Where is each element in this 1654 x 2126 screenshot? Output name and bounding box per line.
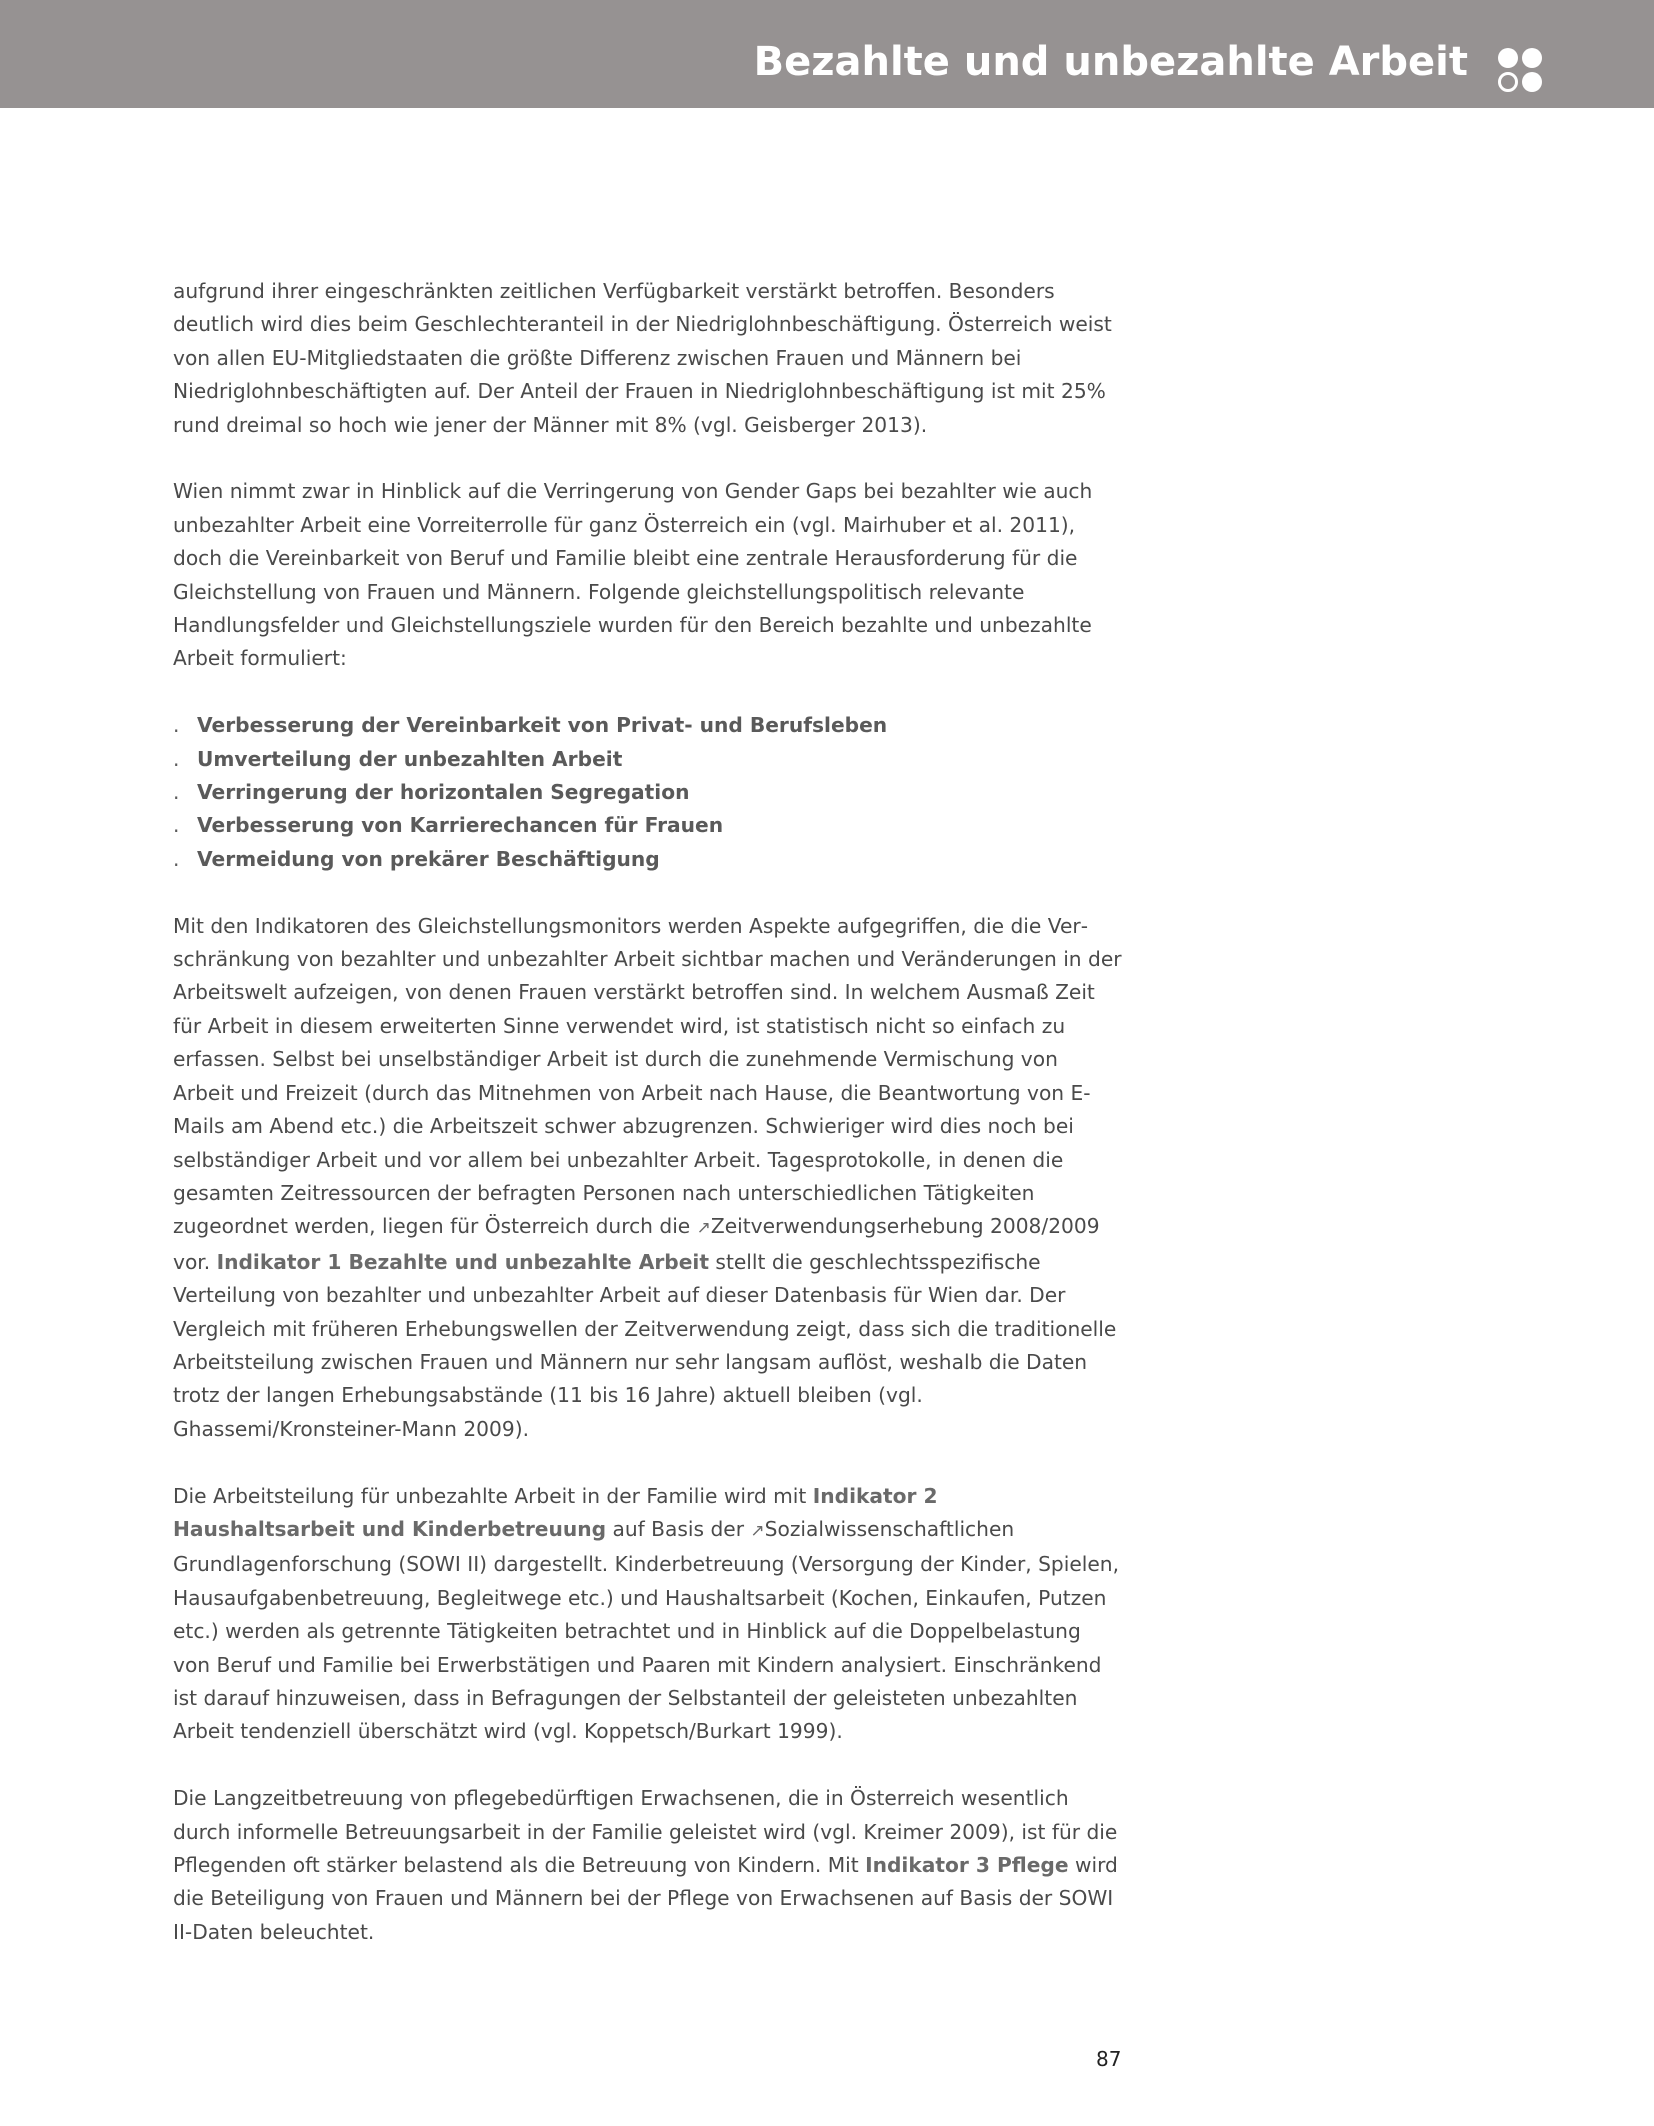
goals-list — [173, 709, 1123, 876]
paragraph-4 — [173, 1480, 1123, 1749]
reference-arrow-icon: ↗ — [750, 1520, 765, 1541]
list-item — [173, 809, 1123, 842]
paragraph-3 — [173, 910, 1123, 1447]
list-item — [173, 843, 1123, 876]
list-item-label: Umverteilung der unbezahlten Arbeit — [197, 746, 623, 771]
bullet-marker: . — [173, 813, 180, 838]
bullet-marker: . — [173, 846, 180, 871]
bullet-marker: . — [173, 746, 180, 771]
list-item-label: Verbesserung von Karrierechancen für Frauen — [197, 813, 724, 838]
indicator-2-label: Indikator 2 Haushaltsarbeit und Kinderbetreuung — [173, 1483, 938, 1541]
bullet-marker: . — [173, 713, 180, 738]
reference-arrow-icon: ↗ — [696, 1218, 711, 1239]
paragraph-4-text-a: Die Arbeitsteilung für unbezahlte Arbeit in der Familie wird mit — [173, 1483, 813, 1508]
list-item — [173, 776, 1123, 809]
list-item-label: Vermeidung von prekärer Beschäftigung — [197, 846, 660, 871]
four-dots-icon — [1496, 46, 1544, 94]
paragraph-3-text-b: stellt die geschlechtsspezifische Verteilung von bezahlter und unbezahlter Arbeit auf dieser Datenbasis für Wien dar. Der Vergleich mit früheren Erhebungswellen der Zeitverwendung zeigt, dass sich die traditionelle Arbeitsteilung zwischen Frauen und Männern nur sehr langsam auflöst, weshalb die Daten trotz der langen Erhebungsabstände (11 bis 16 Jahre) aktuell bleiben (vgl. Ghassemi/Kronsteiner-Mann 2009). — [173, 1249, 1117, 1441]
bullet-marker: . — [173, 780, 180, 805]
list-item — [173, 743, 1123, 776]
paragraph-5 — [173, 1782, 1123, 1949]
body-text — [173, 275, 1123, 1983]
zeitverwendung-reference: Zeitverwendungserhebung 2008/2009 vor. — [173, 1214, 1100, 1274]
paragraph-1: aufgrund ihrer eingeschränkten zeitlichen Verfügbarkeit verstärkt betroffen. Besonders deutlich wird dies beim Geschlechteranteil in der Niedriglohnbeschäftigung. Österreich weist von allen EU-Mitgliedstaaten die größte Differenz zwischen Frauen und Männern bei Niedriglohnbeschäftigten auf. Der Anteil der Frauen in Niedriglohnbeschäftigung ist mit 25% rund dreimal so hoch wie jener der Männer mit 8% (vgl. Geisberger 2013). — [173, 279, 1112, 437]
paragraph-5-text-b: wird die Beteiligung von Frauen und Männern bei der Pflege von Erwachsenen auf Basis der SOWI II-Daten beleuchtet. — [173, 1853, 1118, 1944]
indicator-1-label: Indikator 1 Bezahlte und unbezahlte Arbeit — [216, 1249, 710, 1274]
paragraph-3-text-a: Mit den Indikatoren des Gleichstellungsmonitors werden Aspekte aufgegriffen, die die Verschränkung von bezahlter und unbezahlter Arbeit sichtbar machen und Veränderungen in der Arbeitswelt aufzeigen, von denen Frauen verstärkt betroffen sind. In welchem Ausmaß Zeit für Arbeit in diesem erweiterten Sinne verwendet wird, ist statistisch nicht so einfach zu erfassen. Selbst bei unselbständiger Arbeit ist durch die zunehmende Vermischung von Arbeit und Freizeit (durch das Mitnehmen von Arbeit nach Hause, die Beantwortung von E-Mails am Abend etc.) die Arbeitszeit schwer abzugrenzen. Schwieriger wird dies noch bei selbständiger Arbeit und vor allem bei unbezahlter Arbeit. Tagesprotokolle, in denen die gesamten Zeitressourcen der befragten Personen nach unterschiedlichen Tätigkeiten zugeordnet werden, liegen für Österreich durch die — [173, 913, 1122, 1239]
page-number: 87 — [1096, 2047, 1122, 2071]
indicator-3-label: Indikator 3 Pflege — [865, 1853, 1069, 1878]
list-item — [173, 709, 1123, 742]
paragraph-4-text-b: auf Basis der — [606, 1516, 751, 1541]
list-item-label: Verbesserung der Vereinbarkeit von Privat- und Berufsleben — [197, 713, 888, 738]
list-item-label: Verringerung der horizontalen Segregation — [197, 780, 690, 805]
header-bar — [0, 0, 1654, 108]
paragraph-5-text-a: Die Langzeitbetreuung von pflegebedürftigen Erwachsenen, die in Österreich wesentlich durch informelle Betreuungsarbeit in der Familie geleistet wird (vgl. Kreimer 2009), ist für die Pflegenden oft stärker belastend als die Betreuung von Kindern. Mit — [173, 1786, 1118, 1878]
chapter-title: Bezahlte und unbezahlte Arbeit — [753, 39, 1468, 85]
paragraph-4-text-c: Sozialwissenschaftlichen Grundlagenforschung (SOWI II) dargestellt. Kinderbetreuung (Versorgung der Kinder, Spielen, Hausaufgabenbetreuung, Begleitwege etc.) und Haushaltsarbeit (Kochen, Einkaufen, Putzen etc.) werden als getrennte Tätigkeiten betrachtet und in Hinblick auf die Doppelbelastung von Beruf und Familie bei Erwerbstätigen und Paaren mit Kindern analysiert. Einschränkend ist darauf hinzuweisen, dass in Befragungen der Selbstanteil der geleisteten unbezahlten Arbeit tendenziell überschätzt wird (vgl. Koppetsch/Burkart 1999). — [173, 1516, 1120, 1744]
paragraph-2: Wien nimmt zwar in Hinblick auf die Verringerung von Gender Gaps bei bezahlter wie auch unbezahlter Arbeit eine Vorreiterrolle für ganz Österreich ein (vgl. Mairhuber et al. 2011), doch die Vereinbarkeit von Beruf und Familie bleibt eine zentrale Herausforderung für die Gleichstellung von Frauen und Männern. Folgende gleichstellungspolitisch relevante Handlungsfelder und Gleichstellungsziele wurden für den Bereich bezahlte und unbezahlte Arbeit formuliert: — [173, 479, 1093, 671]
